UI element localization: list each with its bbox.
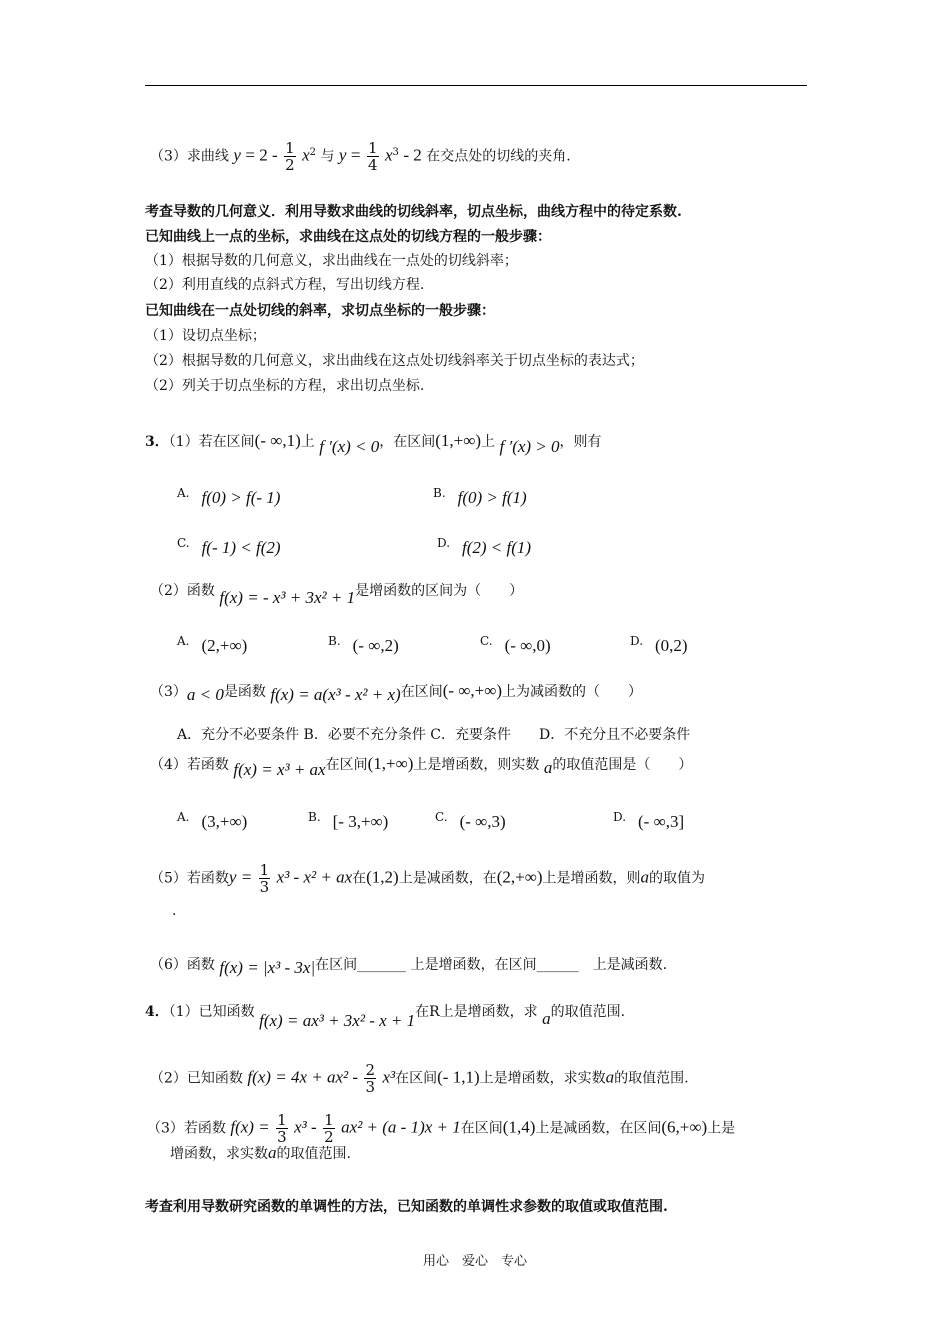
fraction-third: $\frac{1}{3}$ (259, 861, 270, 896)
summary-line: 已知曲线上一点的坐标，求曲线在这点处的切线方程的一般步骤： (145, 229, 551, 245)
q2-3-line: （3）求曲线 y = 2 - $\frac{1}{2}$ $x^2$ 与 y = $\frac{1}{4}$ $x^3 - 2$ 在交点处的切线的夹角. (150, 139, 571, 174)
q3-p4-option-a: A. (3,+∞) (177, 810, 248, 831)
page-footer: 用心 爱心 专心 (422, 1254, 527, 1269)
summary-line: 考查导数的几何意义．利用导数求曲线的切线斜率，切点坐标，曲线方程中的待定系数. (145, 204, 682, 220)
q3-p1-option-b: B. f(0) > f(1) (433, 486, 527, 507)
q3-part6: （6）函数 f(x) = |x³ - 3x|在区间_______ 上是增函数，在区间______ 上是减函数. (150, 957, 668, 977)
q3-p3-options: A．充分不必要条件 B．必要不充分条件 C．充要条件 D．不充分且不必要条件 (177, 727, 691, 743)
q3-p4-option-c: C. (- ∞,3) (435, 810, 506, 831)
q3-p1-option-a: A. f(0) > f(- 1) (177, 486, 281, 507)
summary-line: （2）列关于切点坐标的方程，求出切点坐标. (145, 378, 425, 394)
q4-part3-line2: 增函数，求实数a的取值范围. (170, 1143, 351, 1162)
q4-part3: （3）若函数 f(x) = $\frac{1}{3}$ x³ - $\frac{1}{2}$ ax² + (a - 1)x + 1在区间(1,4)上是减函数，在区间(6,+∞)上是 (147, 1111, 736, 1146)
q3-p2-option-a: A. (2,+∞) (177, 634, 248, 655)
q3-p4-option-d: D. (- ∞,3] (613, 810, 685, 831)
fraction-half: $\frac{1}{2}$ (285, 139, 295, 174)
summary-line: （2）根据导数的几何意义，求出曲线在这点处切线斜率关于切点坐标的表达式； (145, 353, 644, 369)
summary-line: （1）设切点坐标； (145, 328, 266, 344)
summary-line: （2）利用直线的点斜式方程，写出切线方程. (145, 277, 425, 293)
summary-2: 考查利用导数研究函数的单调性的方法，已知函数的单调性求参数的取值或取值范围. (145, 1199, 668, 1215)
q4-part2: （2）已知函数 f(x) = 4x + ax² - $\frac{2}{3}$ x³在区间(- 1,1)上是增函数，求实数a的取值范围. (150, 1061, 689, 1096)
q3-p2-option-c: C. (- ∞,0) (480, 634, 551, 655)
q3-part2: （2）函数 f(x) = - x³ + 3x² + 1是增函数的区间为（ ） (150, 583, 524, 607)
q3-p4-option-b: B. [- 3,+∞) (308, 810, 389, 831)
q3-part3: （3）a < 0是函数 f(x) = a(x³ - x² + x)在区间(- ∞,+∞)上为减函数的（ ） (150, 681, 643, 704)
fraction-quarter: $\frac{1}{4}$ (367, 139, 378, 174)
q3-p5-dot: . (172, 903, 177, 919)
q3-p2-option-b: B. (- ∞,2) (328, 634, 399, 655)
summary-line: （1）根据导数的几何意义，求出曲线在一点处的切线斜率； (145, 253, 518, 269)
q3-p2-option-d: D. (0,2) (630, 634, 688, 655)
q4-part1: 4．（1）已知函数 f(x) = ax³ + 3x² - x + 1在R上是增函数，求 a的取值范围. (145, 1004, 626, 1030)
q3-p1-option-c: C. f(- 1) < f(2) (177, 536, 281, 557)
fraction-half: $\frac{1}{2}$ (324, 1111, 334, 1146)
fraction-two-thirds: $\frac{2}{3}$ (365, 1061, 376, 1096)
q3-part1: 3．（1）若在区间(- ∞,1)上 f ′(x) < 0，在区间(1,+∞)上 f ′(x) > 0，则有 (145, 431, 602, 456)
header-rule (145, 85, 807, 86)
q3-part5: （5）若函数y = $\frac{1}{3}$ x³ - x² + ax在(1,2)上是减函数，在(2,+∞)上是增函数，则a的取值为 (150, 861, 705, 896)
q3-part4: （4）若函数 f(x) = x³ + ax在区间(1,+∞)上是增函数，则实数 a的取值范围是（ ） (150, 754, 693, 779)
fraction-third: $\frac{1}{3}$ (277, 1111, 287, 1146)
summary-line: 已知曲线在一点处切线的斜率，求切点坐标的一般步骤： (145, 303, 495, 319)
q3-p1-option-d: D. f(2) < f(1) (437, 536, 532, 557)
